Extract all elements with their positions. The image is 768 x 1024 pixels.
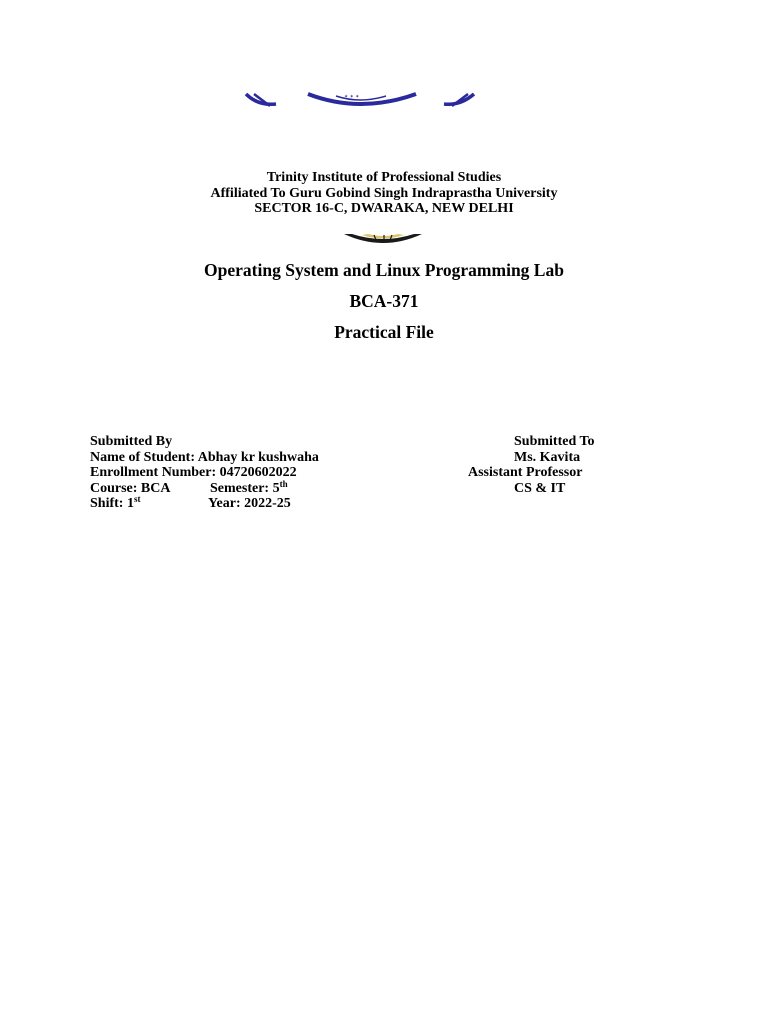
shift-suffix: st [133, 494, 141, 504]
student-name: Name of Student: Abhay kr kushwaha [90, 450, 319, 465]
batch-year: Year: 2022-25 [208, 496, 291, 511]
institute-logo-top-icon [240, 92, 480, 108]
submitted-by-heading: Submitted By [90, 434, 173, 449]
submitted-to-heading: Submitted To [514, 434, 595, 449]
faculty-name: Ms. Kavita [514, 450, 581, 465]
course-code: BCA-371 [349, 291, 419, 311]
shift-value: Shift: 1 [90, 496, 134, 511]
semester-suffix: th [279, 479, 288, 489]
institute-header [0, 170, 768, 217]
semester [210, 481, 288, 497]
faculty-designation: Assistant Professor [468, 465, 583, 480]
institute-logo-bottom-icon [340, 232, 426, 246]
institute-address: SECTOR 16-C, DWARAKA, NEW DELHI [254, 201, 514, 217]
semester-value: Semester: 5 [210, 481, 280, 496]
document-type: Practical File [334, 322, 434, 342]
subject-title: Operating System and Linux Programming Lab [204, 260, 564, 280]
course: Course: BCA [90, 481, 171, 496]
faculty-department: CS & IT [514, 481, 566, 496]
shift [90, 496, 140, 512]
svg-text:✶ ✶ ✶: ✶ ✶ ✶ [344, 94, 360, 100]
institute-name: Trinity Institute of Professional Studies [266, 170, 502, 185]
university-affiliation: Affiliated To Guru Gobind Singh Indraprastha University [210, 185, 558, 201]
enrollment-number: Enrollment Number: 04720602022 [90, 465, 297, 480]
